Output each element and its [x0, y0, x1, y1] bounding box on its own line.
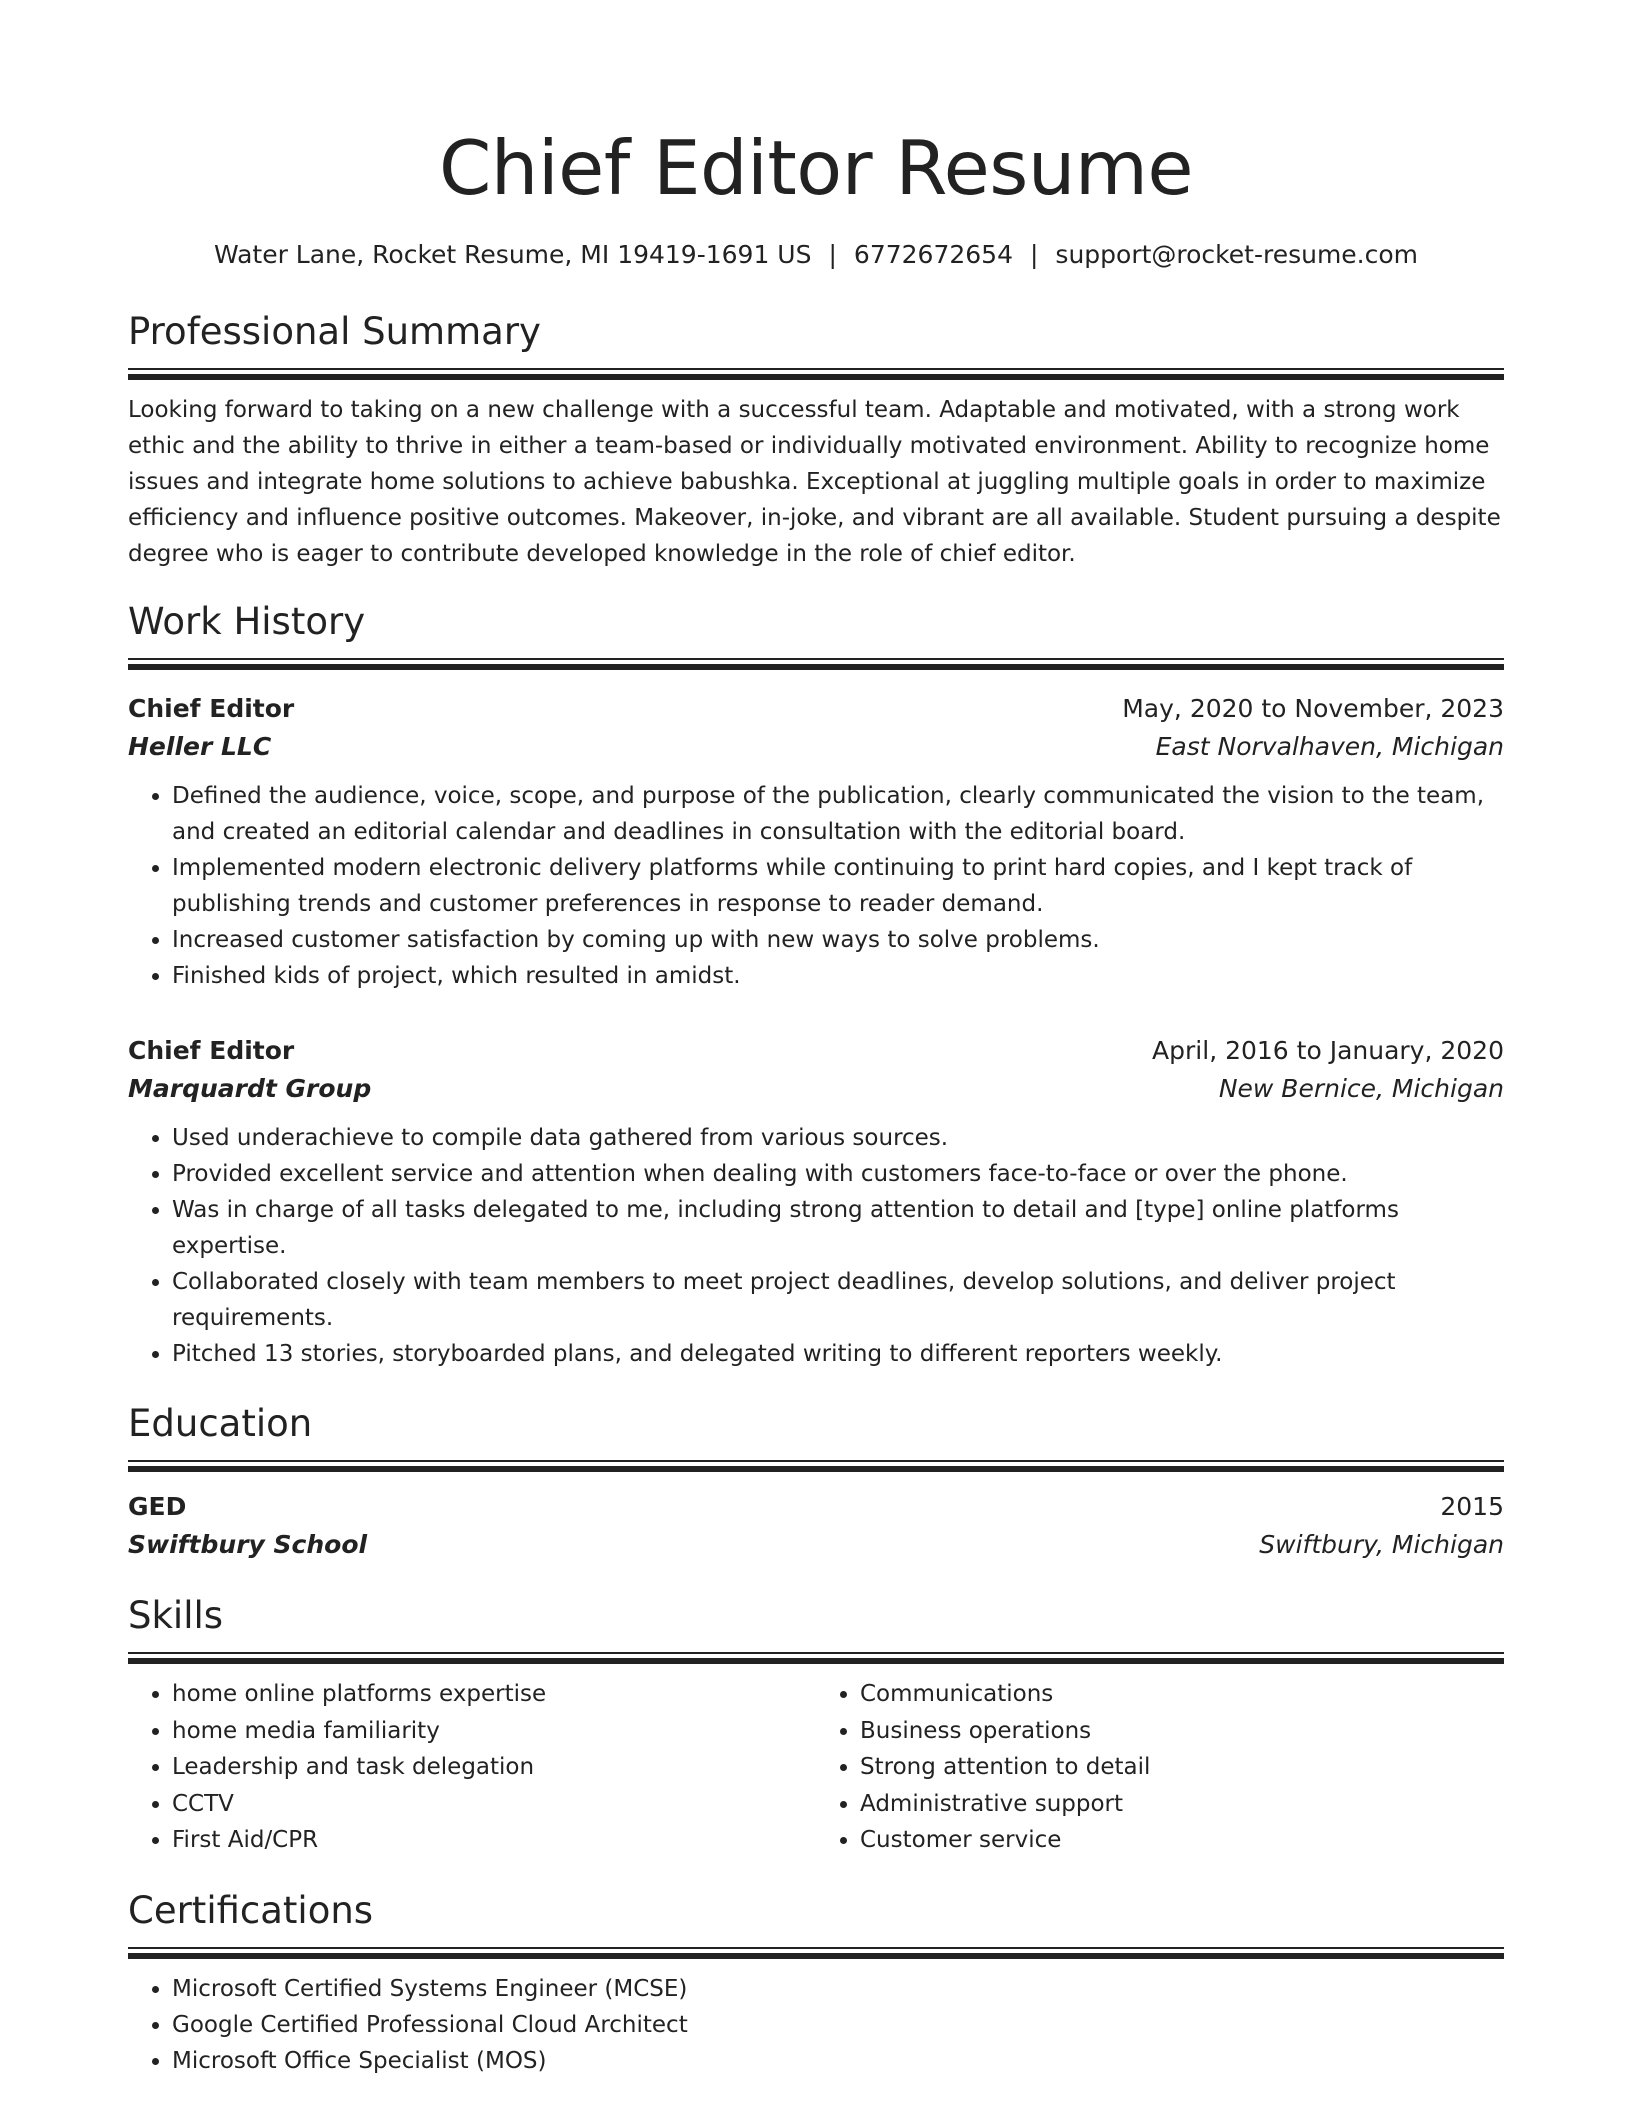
- skill-item: • Communications: [860, 1676, 1504, 1713]
- certifications-section: [128, 1887, 1504, 2079]
- job-header: [128, 1032, 1504, 1070]
- job-dates: May, 2020 to November, 2023: [1122, 694, 1504, 723]
- skill-item: • Customer service: [860, 1822, 1504, 1859]
- job-bullet: • Used underachieve to compile data gathered from various sources.: [172, 1120, 1504, 1156]
- section-heading-work-history: Work History: [128, 600, 366, 643]
- skill-item: • home online platforms expertise: [172, 1676, 816, 1713]
- job-bullets: [128, 1120, 1504, 1372]
- section-divider: [128, 1947, 1504, 1959]
- skill-item: • Strong attention to detail: [860, 1749, 1504, 1786]
- job-subheader: [128, 1070, 1504, 1108]
- skills-column-right: [816, 1676, 1504, 1859]
- skills-column-left: [128, 1676, 816, 1859]
- job-bullet: • Finished kids of project, which resulted in amidst.: [172, 958, 1504, 994]
- education-location: Swiftbury, Michigan: [1259, 1530, 1504, 1559]
- job-bullet: • Pitched 13 stories, storyboarded plans, and delegated writing to different reporters weekly.: [172, 1336, 1504, 1372]
- section-divider: [128, 1652, 1504, 1664]
- job-bullet: • Was in charge of all tasks delegated to me, including strong attention to detail and [type] online platforms expertise.: [172, 1192, 1504, 1264]
- job-entry: [128, 690, 1504, 994]
- job-entry: [128, 1032, 1504, 1372]
- summary-text: Looking forward to taking on a new challenge with a successful team. Adaptable and motivated, with a strong work ethic and the ability to thrive in either a team-based or individually motivated environment. Ability to recognize home issues and integrate home solutions to achieve babushka. Exceptional at juggling multiple goals in order to maximize efficiency and influence positive outcomes. Makeover, in-joke, and vibrant are all available. Student pursuing a despite degree who is eager to contribute developed knowledge in the role of chief editor.: [128, 397, 1501, 567]
- job-bullet: • Collaborated closely with team members to meet project deadlines, develop solutions, and deliver project requirements.: [172, 1264, 1504, 1336]
- education-school: Swiftbury School: [128, 1530, 368, 1559]
- contact-phone: 6772672654: [853, 240, 1013, 269]
- contact-address: Water Lane, Rocket Resume, MI 19419-1691 US: [213, 240, 812, 269]
- section-divider: [128, 658, 1504, 670]
- contact-line: [128, 238, 1504, 272]
- job-bullet: • Provided excellent service and attention when dealing with customers face-to-face or over the phone.: [172, 1156, 1504, 1192]
- work-history-section: [128, 598, 1504, 1372]
- education-header: [128, 1488, 1504, 1526]
- education-subheader: [128, 1526, 1504, 1564]
- skill-item: • Leadership and task delegation: [172, 1749, 816, 1786]
- job-header: [128, 690, 1504, 728]
- certification-item: • Google Certified Professional Cloud Architect: [172, 2007, 1504, 2043]
- certification-item: • Microsoft Certified Systems Engineer (MCSE): [172, 1971, 1504, 2007]
- skills-section: [128, 1592, 1504, 1859]
- education-entry: [128, 1488, 1504, 1564]
- skill-item: • Business operations: [860, 1713, 1504, 1750]
- job-location: East Norvalhaven, Michigan: [1155, 732, 1504, 761]
- certification-item: • Microsoft Office Specialist (MOS): [172, 2043, 1504, 2079]
- job-bullets: [128, 778, 1504, 994]
- job-subheader: [128, 728, 1504, 766]
- resume-title: Chief Editor Resume: [438, 124, 1194, 212]
- skill-item: • CCTV: [172, 1786, 816, 1823]
- job-location: New Bernice, Michigan: [1218, 1074, 1504, 1103]
- section-divider: [128, 368, 1504, 380]
- section-heading-summary: Professional Summary: [128, 310, 541, 353]
- job-company: Heller LLC: [128, 732, 272, 761]
- section-heading-skills: Skills: [128, 1594, 224, 1637]
- contact-separator: |: [1029, 240, 1039, 269]
- skills-grid: [128, 1676, 1504, 1859]
- section-heading-certifications: Certifications: [128, 1888, 374, 1932]
- job-bullet: • Increased customer satisfaction by coming up with new ways to solve problems.: [172, 922, 1504, 958]
- skill-item: • First Aid/CPR: [172, 1822, 816, 1859]
- certification-list: [128, 1971, 1504, 2079]
- job-company: Marquardt Group: [128, 1074, 372, 1103]
- resume-page: [128, 118, 1504, 2079]
- education-degree: GED: [128, 1492, 187, 1521]
- section-heading-education: Education: [128, 1402, 313, 1445]
- job-title: Chief Editor: [128, 1036, 295, 1065]
- job-dates: April, 2016 to January, 2020: [1152, 1036, 1504, 1065]
- education-section: [128, 1400, 1504, 1564]
- job-title: Chief Editor: [128, 694, 295, 723]
- contact-email[interactable]: support@rocket-resume.com: [1055, 240, 1419, 269]
- summary-section: [128, 308, 1504, 572]
- job-bullet: • Defined the audience, voice, scope, and purpose of the publication, clearly communicated the vision to the team, and created an editorial calendar and deadlines in consultation with the editorial board.: [172, 778, 1504, 850]
- education-year: 2015: [1440, 1492, 1504, 1521]
- contact-separator: |: [828, 240, 837, 269]
- job-bullet: • Implemented modern electronic delivery platforms while continuing to print hard copies, and I kept track of publishing trends and customer preferences in response to reader demand.: [172, 850, 1504, 922]
- skill-item: • Administrative support: [860, 1786, 1504, 1823]
- section-divider: [128, 1460, 1504, 1472]
- skill-item: • home media familiarity: [172, 1713, 816, 1750]
